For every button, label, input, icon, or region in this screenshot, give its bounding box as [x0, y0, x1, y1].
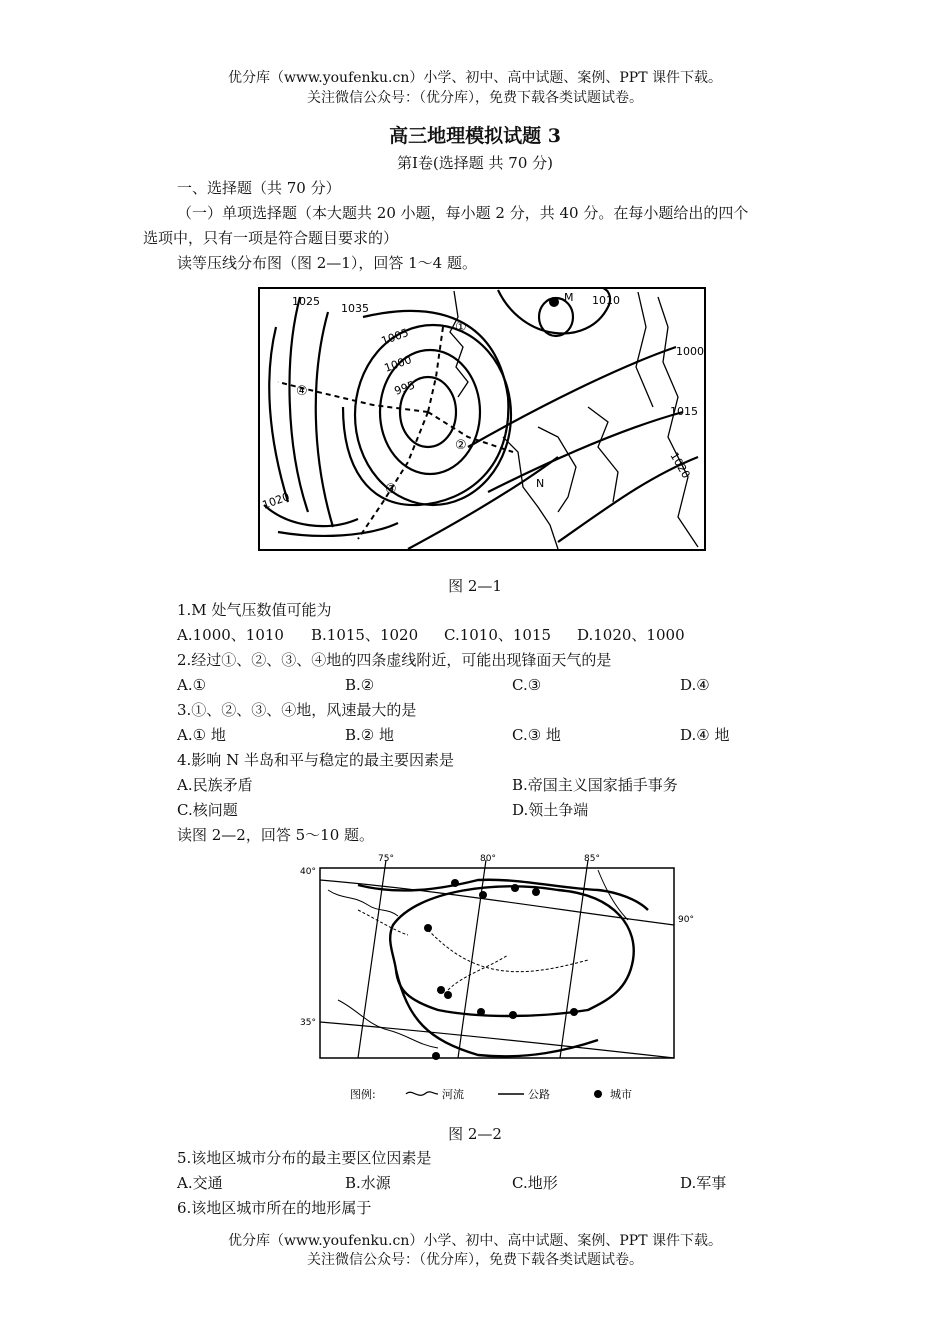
label-1020-east: 1020 [667, 450, 693, 481]
city-marker [509, 1011, 517, 1019]
figure2-caption: 图 2—2 [448, 1125, 502, 1143]
label-1000-east: 1000 [676, 345, 704, 358]
question-2-option-d: D.④ [680, 676, 710, 694]
city-marker [511, 884, 519, 892]
legend-title: 图例: [350, 1088, 376, 1101]
question-2-option-b: B.② [345, 676, 375, 694]
label-lon-75: 75° [378, 854, 394, 864]
header-line-2: 关注微信公众号：（优分库），免费下载各类试题试卷。 [307, 90, 643, 106]
label-point-2: ② [455, 438, 467, 453]
figure2-intro: 读图 2—2，回答 5～10 题。 [177, 826, 375, 844]
label-lon-90: 90° [678, 915, 694, 925]
section-heading: 一、选择题（共 70 分） [177, 179, 341, 197]
city-marker [432, 1052, 440, 1060]
city-marker [451, 879, 459, 887]
label-lon-80: 80° [480, 854, 496, 864]
question-3-option-c: C.③ 地 [512, 726, 561, 744]
map-legend [350, 1087, 632, 1101]
question-5-option-d: D.军事 [680, 1174, 727, 1192]
exam-title: 高三地理模拟试题 3 [389, 125, 561, 147]
map-frame [259, 288, 705, 550]
question-5-option-c: C.地形 [512, 1174, 558, 1192]
footer-line-1: 优分库（www.youfenku.cn）小学、初中、高中试题、案例、PPT 课件下载。 [227, 1233, 722, 1249]
label-1000-center: 1000 [382, 353, 414, 375]
question-2-stem: 2.经过①、②、③、④地的四条虚线附近，可能出现锋面天气的是 [177, 651, 612, 669]
footer-line-2: 关注微信公众号：（优分库），免费下载各类试题试卷。 [307, 1252, 643, 1268]
legend-city-symbol [594, 1090, 602, 1098]
label-M: M [564, 291, 574, 304]
legend-river-symbol [406, 1092, 438, 1095]
basin-map-figure [298, 850, 698, 1110]
legend-city: 城市 [610, 1088, 632, 1101]
question-4-option-b: B.帝国主义国家插手事务 [512, 776, 678, 794]
figure1-intro: 读等压线分布图（图 2—1），回答 1～4 题。 [177, 254, 477, 272]
question-5-stem: 5.该地区城市分布的最主要区位因素是 [177, 1149, 432, 1167]
header-line-1: 优分库（www.youfenku.cn）小学、初中、高中试题、案例、PPT 课件下载。 [227, 70, 722, 86]
question-3-stem: 3.①、②、③、④地，风速最大的是 [177, 701, 417, 719]
map-frame-2 [320, 868, 674, 1058]
label-point-4: ④ [296, 384, 308, 399]
label-1005: 1005 [379, 326, 411, 348]
question-3-option-a: A.① 地 [177, 726, 226, 744]
question-1-stem: 1.M 处气压数值可能为 [177, 601, 332, 619]
isobar-map-figure [258, 287, 706, 551]
question-3-option-d: D.④ 地 [680, 726, 730, 744]
label-point-1: ① [455, 320, 467, 335]
question-5-option-a: A.交通 [177, 1174, 223, 1192]
label-1010: 1010 [592, 294, 620, 307]
city-marker [570, 1008, 578, 1016]
question-4-stem: 4.影响 N 半岛和平与稳定的最主要因素是 [177, 751, 454, 769]
question-4-option-d: D.领土争端 [512, 801, 589, 819]
question-2-option-c: C.③ [512, 676, 542, 694]
label-1025: 1025 [292, 295, 320, 308]
city-marker [444, 991, 452, 999]
legend-road: 公路 [528, 1088, 550, 1101]
label-1015: 1015 [670, 405, 698, 418]
label-lon-85: 85° [584, 854, 600, 864]
subsection-instruction-cont: 选项中，只有一项是符合题目要求的） [143, 229, 399, 247]
question-5-option-b: B.水源 [345, 1174, 391, 1192]
label-1035: 1035 [341, 302, 369, 315]
question-1-option-b: B.1015、1020 [311, 626, 419, 644]
part-title: 第Ⅰ卷(选择题 共 70 分) [396, 154, 554, 172]
city-marker [437, 986, 445, 994]
M-high-marker [549, 297, 559, 307]
label-1020-west: 1020 [260, 490, 292, 512]
question-3-option-b: B.② 地 [345, 726, 395, 744]
question-4-option-a: A.民族矛盾 [177, 776, 253, 794]
question-2-option-a: A.① [177, 676, 207, 694]
subsection-instruction: （一）单项选择题（本大题共 20 小题，每小题 2 分，共 40 分。在每小题给出的四个 [177, 204, 749, 222]
question-6-stem: 6.该地区城市所在的地形属于 [177, 1199, 372, 1217]
question-1-option-a: A.1000、1010 [177, 626, 284, 644]
city-marker [532, 888, 540, 896]
label-lat-40: 40° [300, 867, 316, 877]
question-4-option-c: C.核问题 [177, 801, 238, 819]
label-995: 995 [392, 378, 417, 398]
legend-river: 河流 [442, 1088, 464, 1101]
city-marker [477, 1008, 485, 1016]
city-marker [424, 924, 432, 932]
label-N: N [536, 477, 545, 490]
figure1-caption: 图 2—1 [448, 577, 502, 595]
question-1-option-c: C.1010、1015 [444, 626, 552, 644]
label-point-3: ③ [385, 482, 397, 497]
question-1-option-d: D.1020、1000 [577, 626, 685, 644]
label-lat-35: 35° [300, 1018, 316, 1028]
city-marker [479, 891, 487, 899]
